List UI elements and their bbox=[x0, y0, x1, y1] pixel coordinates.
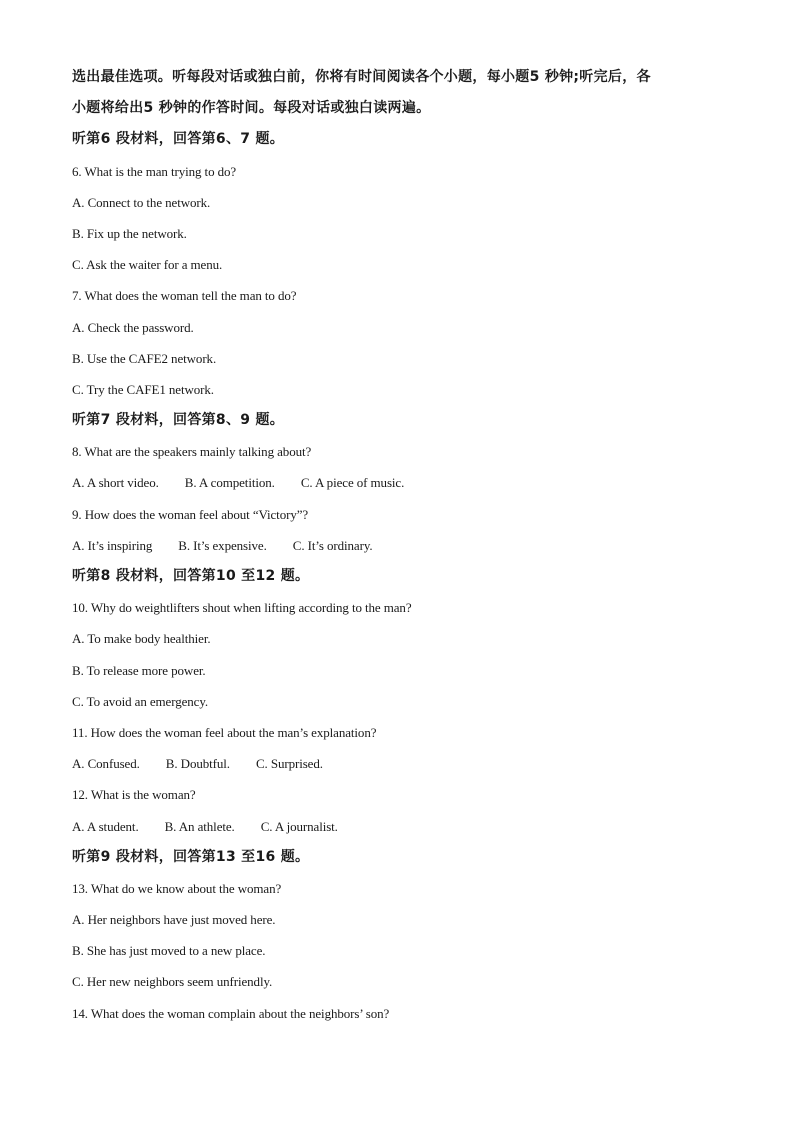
answer-option: C. Try the CAFE1 network. bbox=[72, 381, 214, 397]
answer-option: C. Surprised. bbox=[255, 756, 323, 772]
answer-option: B. An athlete. bbox=[164, 818, 235, 834]
answer-option: B. Doubtful. bbox=[165, 756, 230, 772]
question-stem: 9. How does the woman feel about “Victory”? bbox=[72, 506, 309, 522]
section-heading: 听第8 段材料，回答第10 至12 题。 bbox=[72, 568, 310, 584]
answer-options-row bbox=[72, 748, 732, 779]
answer-option: A. A student. bbox=[72, 818, 139, 834]
answer-option: A. It’s inspiring bbox=[72, 537, 153, 553]
question-stem: 13. What do we know about the woman? bbox=[72, 880, 282, 896]
answer-option: C. A piece of music. bbox=[300, 475, 405, 491]
question-stem: 12. What is the woman? bbox=[72, 787, 196, 803]
answer-option: A. Her neighbors have just moved here. bbox=[72, 912, 276, 928]
answer-option: B. A competition. bbox=[184, 475, 275, 491]
answer-option: B. To release more power. bbox=[72, 662, 206, 678]
section-heading: 听第6 段材料，回答第6、7 题。 bbox=[72, 131, 285, 148]
answer-option: A. Connect to the network. bbox=[72, 194, 211, 210]
question-stem: 8. What are the speakers mainly talking about? bbox=[72, 444, 312, 460]
answer-option: B. Fix up the network. bbox=[72, 225, 187, 241]
question-stem: 6. What is the man trying to do? bbox=[72, 163, 237, 179]
question-stem: 11. How does the woman feel about the man’s explanation? bbox=[72, 724, 377, 740]
answer-options-row bbox=[72, 811, 732, 842]
section-heading: 听第9 段材料，回答第13 至16 题。 bbox=[72, 848, 310, 865]
answer-options-row bbox=[72, 530, 732, 561]
question-stem: 10. Why do weightlifters shout when lifting according to the man? bbox=[72, 600, 412, 616]
answer-option: A. To make body healthier. bbox=[72, 631, 211, 647]
answer-option: A. Confused. bbox=[72, 756, 140, 772]
answer-option: C. To avoid an emergency. bbox=[72, 693, 209, 709]
answer-options-row bbox=[72, 467, 732, 498]
document-page bbox=[72, 62, 732, 1029]
answer-option: C. Ask the waiter for a menu. bbox=[72, 257, 223, 273]
intro-text-line-2: 小题将给出5 秒钟的作答时间。每段对话或独白读两遍。 bbox=[72, 100, 431, 117]
answer-option: C. A journalist. bbox=[260, 818, 338, 834]
answer-option: B. She has just moved to a new place. bbox=[72, 943, 266, 959]
question-stem: 7. What does the woman tell the man to do? bbox=[72, 288, 297, 304]
section-heading: 听第7 段材料，回答第8、9 题。 bbox=[72, 412, 285, 429]
answer-option: B. It’s expensive. bbox=[178, 537, 267, 553]
answer-option: B. Use the CAFE2 network. bbox=[72, 350, 217, 366]
question-stem: 14. What does the woman complain about the neighbors’ son? bbox=[72, 1005, 390, 1021]
answer-option: C. Her new neighbors seem unfriendly. bbox=[72, 974, 273, 990]
answer-option: C. It’s ordinary. bbox=[292, 537, 373, 553]
answer-option: A. Check the password. bbox=[72, 319, 194, 335]
answer-option: A. A short video. bbox=[72, 475, 159, 491]
intro-text-line-1: 选出最佳选项。听每段对话或独白前，你将有时间阅读各个小题，每小题5 秒钟;听完后，各 bbox=[72, 69, 651, 85]
